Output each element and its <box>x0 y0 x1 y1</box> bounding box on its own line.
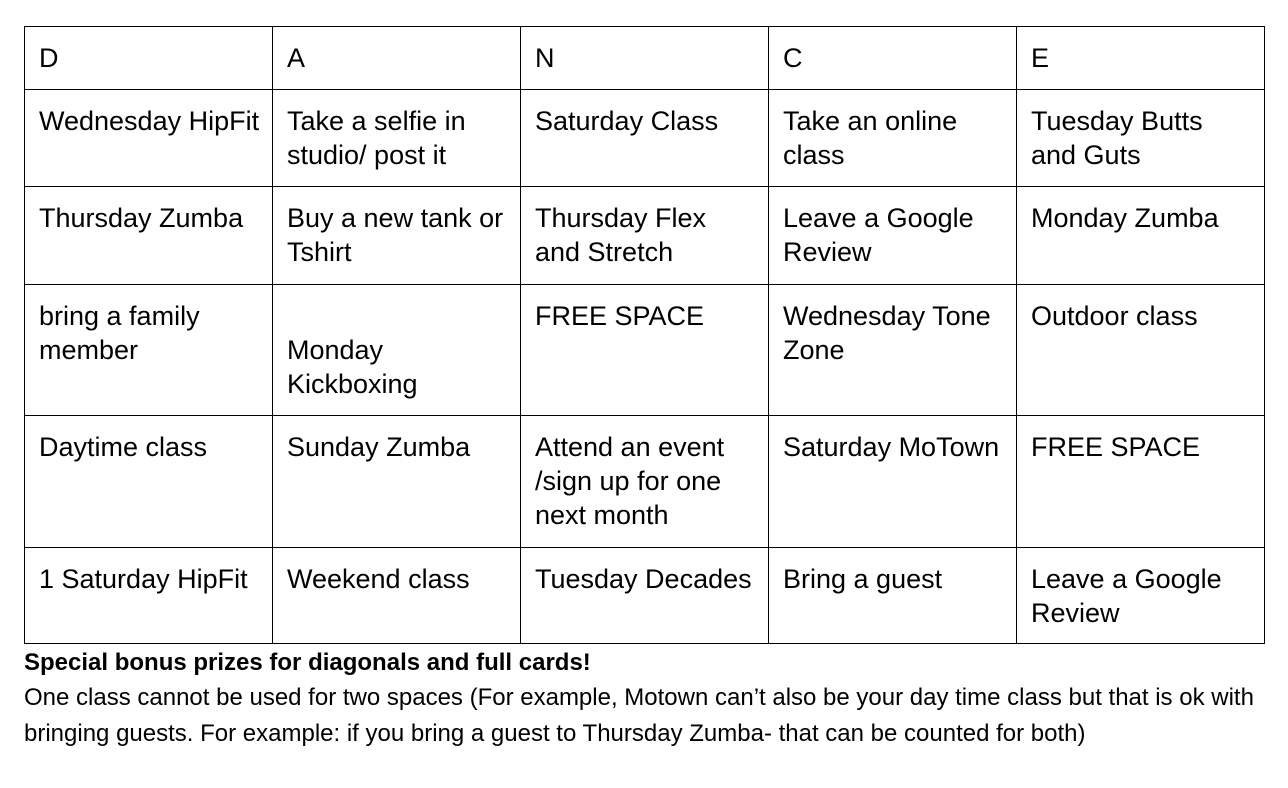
free-space-cell: FREE SPACE <box>521 285 769 416</box>
bingo-cell: Monday Zumba <box>1017 187 1265 285</box>
card-notes <box>24 646 1274 752</box>
header-cell-c: C <box>769 27 1017 90</box>
bingo-cell: Buy a new tank or Tshirt <box>273 187 521 285</box>
bingo-cell: Wednesday Tone Zone <box>769 285 1017 416</box>
bingo-cell: Thursday Zumba <box>25 187 273 285</box>
header-row <box>25 27 1265 90</box>
bingo-cell: Sunday Zumba <box>273 416 521 548</box>
free-space-cell: FREE SPACE <box>1017 416 1265 548</box>
bingo-cell: Saturday Class <box>521 90 769 187</box>
bingo-cell: Saturday MoTown <box>769 416 1017 548</box>
bingo-cell: Tuesday Decades <box>521 548 769 644</box>
bingo-cell: Take a selfie in studio/ post it <box>273 90 521 187</box>
bingo-cell: Leave a Google Review <box>769 187 1017 285</box>
bingo-cell: 1 Saturday HipFit <box>25 548 273 644</box>
header-cell-d: D <box>25 27 273 90</box>
bingo-cell <box>273 285 521 416</box>
header-cell-e: E <box>1017 27 1265 90</box>
header-cell-n: N <box>521 27 769 90</box>
rules-note: One class cannot be used for two spaces (For example, Motown can’t also be your day time class but that is ok with bringing guests. For example: if you bring a guest to Thursday Zumba- that can be counted for both) <box>24 684 1254 747</box>
bingo-cell: Take an online class <box>769 90 1017 187</box>
bingo-cell: Tuesday Butts and Guts <box>1017 90 1265 187</box>
bingo-cell: Wednesday HipFit <box>25 90 273 187</box>
header-cell-a: A <box>273 27 521 90</box>
bingo-row <box>25 90 1265 187</box>
bingo-cell: Weekend class <box>273 548 521 644</box>
bingo-row <box>25 187 1265 285</box>
bingo-cell: Daytime class <box>25 416 273 548</box>
bingo-card <box>24 26 1265 644</box>
bingo-cell: Attend an event /sign up for one next month <box>521 416 769 548</box>
bingo-cell-text: Monday Kickboxing <box>287 335 418 399</box>
bingo-row <box>25 285 1265 416</box>
bingo-row <box>25 416 1265 548</box>
bingo-row <box>25 548 1265 644</box>
bingo-cell: Outdoor class <box>1017 285 1265 416</box>
bingo-cell: Thursday Flex and Stretch <box>521 187 769 285</box>
bingo-cell: bring a family member <box>25 285 273 416</box>
bonus-note: Special bonus prizes for diagonals and full cards! <box>24 649 591 676</box>
bingo-cell: Leave a Google Review <box>1017 548 1265 644</box>
bingo-cell: Bring a guest <box>769 548 1017 644</box>
